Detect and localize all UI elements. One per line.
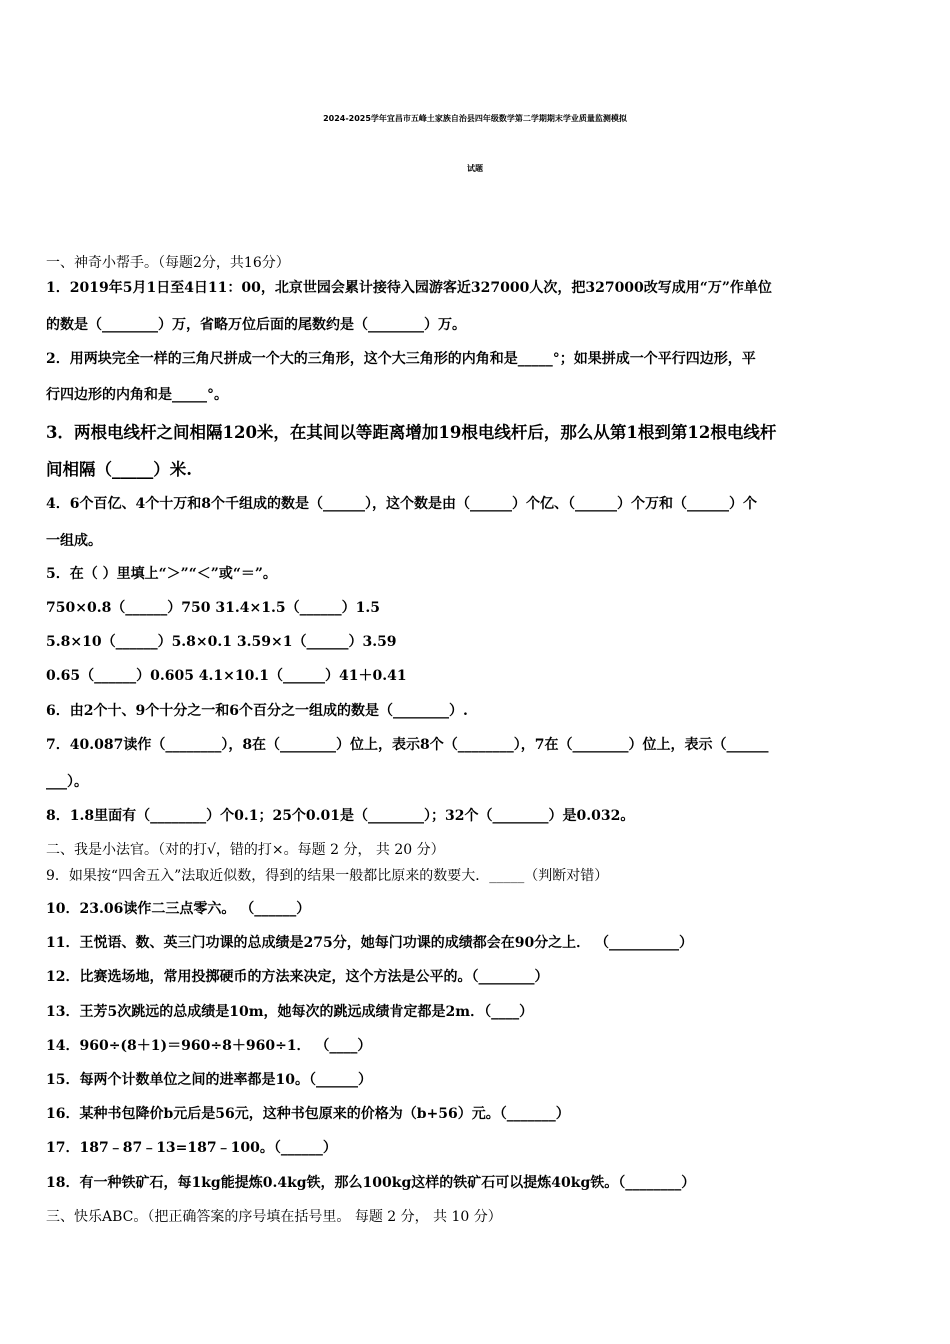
question-13: 13．王芳5次跳远的总成绩是10m，她每次的跳远成绩肯定都是2m．（____） bbox=[46, 1004, 534, 1020]
question-8: 8．1.8里面有（________）个0.1；25个0.01是（________）；32个（________）是0.032。 bbox=[46, 808, 635, 824]
question-5-line-3: 5.8×10（______）5.8×0.1 3.59×1（______）3.59 bbox=[46, 634, 397, 650]
question-5-line-1: 5．在（ ）里填上“＞”“＜”或“＝”。 bbox=[46, 566, 277, 582]
question-11: 11．王悦语、数、英三门功课的总成绩是275分，她每门功课的成绩都会在90分之上． （__________） bbox=[46, 935, 694, 951]
question-9: 9．如果按“四舍五入”法取近似数，得到的结果一般都比原来的数要大．_____（判断对错） bbox=[46, 868, 609, 884]
question-1-line-2: 的数是（________）万，省略万位后面的尾数约是（________）万。 bbox=[46, 317, 466, 333]
question-6: 6．由2个十、9个十分之一和6个百分之一组成的数是（________）. bbox=[46, 703, 468, 719]
question-16: 16．某种书包降价b元后是56元，这种书包原来的价格为（b+56）元。（_______） bbox=[46, 1106, 570, 1122]
exam-title-line-2: 试题 bbox=[467, 164, 483, 173]
question-1-line-1: 1．2019年5月1日至4日11：00，北京世园会累计接待入园游客近327000人次，把327000改写成用“万”作单位 bbox=[46, 280, 772, 296]
question-5-line-2: 750×0.8（______）750 31.4×1.5（______）1.5 bbox=[46, 600, 380, 616]
question-17: 17．187﹣87﹣13=187﹣100。（______） bbox=[46, 1140, 337, 1156]
question-5-line-4: 0.65（______）0.605 4.1×10.1（______）41＋0.41 bbox=[46, 668, 407, 684]
section-3-heading: 三、快乐ABC。（把正确答案的序号填在括号里。 每题 2 分， 共 10 分） bbox=[46, 1209, 502, 1225]
question-7-line-2: ___）。 bbox=[46, 774, 88, 790]
question-10: 10．23.06读作二三点零六。 （______） bbox=[46, 901, 311, 917]
question-3-line-2: 间相隔（_____）米. bbox=[46, 460, 192, 479]
question-15: 15．每两个计数单位之间的进率都是10。（______） bbox=[46, 1072, 372, 1088]
question-12: 12．比赛选场地，常用投掷硬币的方法来决定，这个方法是公平的。（________） bbox=[46, 969, 549, 985]
section-1-heading: 一、神奇小帮手。（每题2分，共16分） bbox=[46, 255, 290, 271]
section-2-heading: 二、我是小法官。（对的打√，错的打×。每题 2 分， 共 20 分） bbox=[46, 842, 445, 858]
question-4-line-1: 4．6个百亿、4个十万和8个千组成的数是（______），这个数是由（______）个亿、（______）个万和（______）个 bbox=[46, 496, 757, 512]
question-4-line-2: 一组成。 bbox=[46, 533, 102, 549]
question-7-line-1: 7．40.087读作（________），8在（________）位上，表示8个（________），7在（________）位上，表示（______ bbox=[46, 737, 769, 753]
question-3-line-1: 3．两根电线杆之间相隔120米，在其间以等距离增加19根电线杆后，那么从第1根到第12根电线杆 bbox=[46, 423, 777, 442]
question-2-line-1: 2．用两块完全一样的三角尺拼成一个大的三角形，这个大三角形的内角和是_____°；如果拼成一个平行四边形，平 bbox=[46, 351, 756, 367]
exam-title-line-1: 2024-2025学年宜昌市五峰土家族自治县四年级数学第二学期期末学业质量监测模拟 bbox=[323, 114, 627, 123]
question-14: 14．960÷(8＋1)＝960÷8＋960÷1． （____） bbox=[46, 1038, 372, 1054]
question-18: 18．有一种铁矿石，每1kg能提炼0.4kg铁，那么100kg这样的铁矿石可以提炼40kg铁。（________） bbox=[46, 1175, 696, 1191]
question-2-line-2: 行四边形的内角和是_____°。 bbox=[46, 387, 228, 403]
